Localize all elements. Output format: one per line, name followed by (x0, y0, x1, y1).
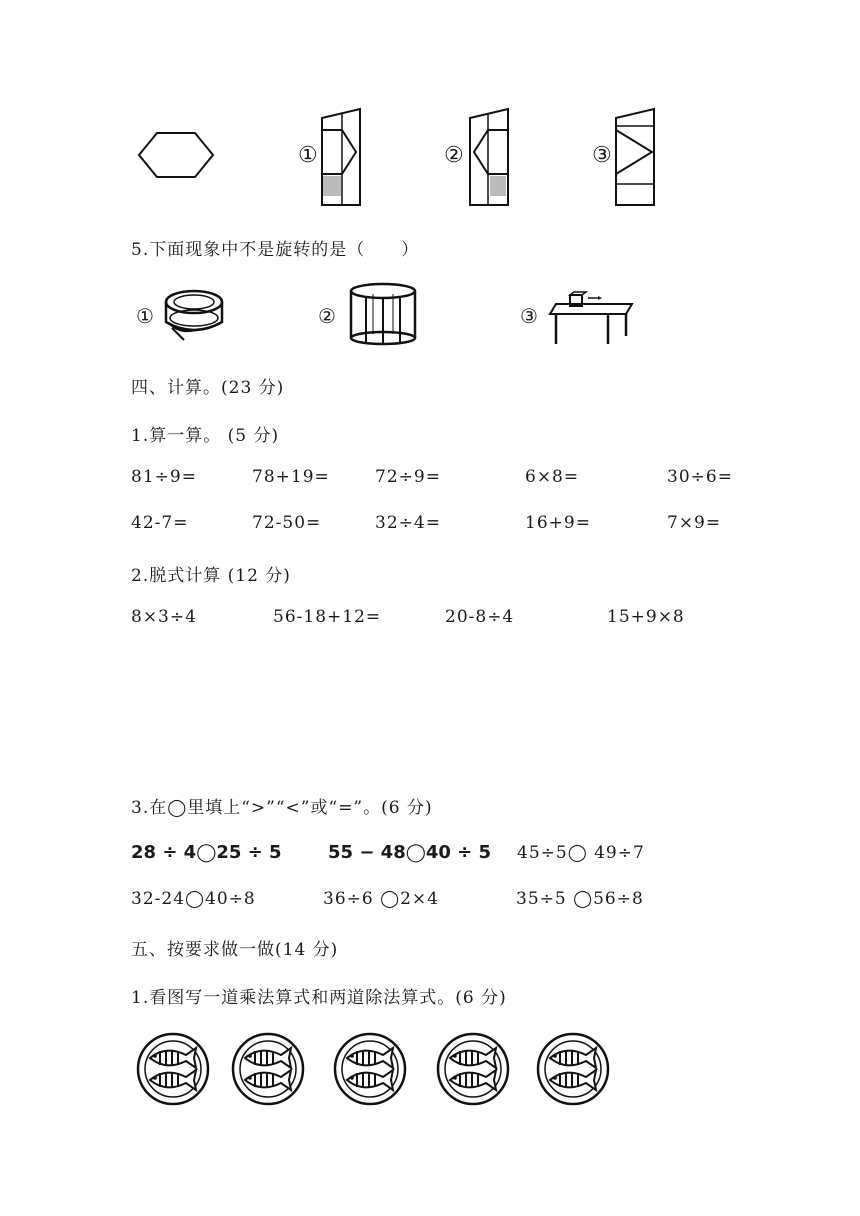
fold-option-1-marker: ① (298, 143, 319, 168)
section-5-part-1-title: 1.看图写一道乘法算式和两道除法算式。(6 分) (131, 988, 507, 1008)
folded-paper-3 (614, 108, 656, 206)
fish-plate (136, 1032, 210, 1106)
sliding-box-table-image (546, 290, 636, 346)
calc-item: 30÷6= (667, 467, 733, 487)
fish-plate (536, 1032, 610, 1106)
fish-icon (347, 1048, 393, 1068)
fold-option-2-marker: ② (444, 143, 465, 168)
calc-item: 81÷9= (131, 467, 197, 487)
step-calc-item: 8×3÷4 (131, 607, 197, 627)
fish-icon (550, 1070, 596, 1090)
q5-option-1-marker: ① (136, 304, 155, 328)
compare-item: 55 − 48◯40 ÷ 5 (328, 842, 492, 863)
question-5-prompt: 5.下面现象中不是旋转的是（ ） (131, 240, 420, 260)
fish-icon (450, 1070, 496, 1090)
folded-paper-2 (468, 108, 510, 206)
fish-icon (245, 1070, 291, 1090)
fish-icon (150, 1070, 196, 1090)
fish-icon (150, 1048, 196, 1068)
folded-paper-1 (320, 108, 362, 206)
compare-item: 28 ÷ 4◯25 ÷ 5 (131, 842, 282, 863)
calc-item: 7×9= (667, 513, 722, 533)
fish-icon (347, 1070, 393, 1090)
fish-plate (333, 1032, 407, 1106)
fish-icon (450, 1048, 496, 1068)
compare-item: 32-24◯40÷8 (131, 889, 256, 909)
calc-item: 6×8= (525, 467, 580, 487)
fish-plate (231, 1032, 305, 1106)
q5-option-3-marker: ③ (520, 304, 539, 328)
calc-item: 72-50= (252, 513, 322, 533)
compare-item: 35÷5 ◯56÷8 (516, 889, 644, 909)
calc-item: 78+19= (252, 467, 330, 487)
fish-plate (436, 1032, 510, 1106)
part-1-title: 1.算一算。 (5 分) (131, 426, 280, 446)
fold-option-3-marker: ③ (592, 143, 613, 168)
spinning-top-image (160, 288, 230, 344)
compare-item: 45÷5◯ 49÷7 (517, 843, 645, 863)
step-calc-item: 15+9×8 (607, 607, 685, 627)
fish-icon (245, 1048, 291, 1068)
q5-option-2-marker: ② (318, 304, 337, 328)
compare-item: 36÷6 ◯2×4 (323, 889, 439, 909)
calc-item: 32÷4= (375, 513, 441, 533)
hexagon-shape (138, 132, 214, 178)
part-2-title: 2.脱式计算 (12 分) (131, 566, 291, 586)
fish-icon (550, 1048, 596, 1068)
calc-item: 16+9= (525, 513, 591, 533)
part-3-title: 3.在◯里填上“>”“<”或“=”。(6 分) (131, 798, 433, 818)
step-calc-item: 56-18+12= (273, 607, 382, 627)
step-calc-item: 20-8÷4 (445, 607, 515, 627)
calc-item: 72÷9= (375, 467, 441, 487)
calc-item: 42-7= (131, 513, 189, 533)
section-4-title: 四、计算。(23 分) (131, 378, 285, 398)
revolving-door-image (348, 282, 418, 346)
section-5-title: 五、按要求做一做(14 分) (131, 940, 339, 960)
